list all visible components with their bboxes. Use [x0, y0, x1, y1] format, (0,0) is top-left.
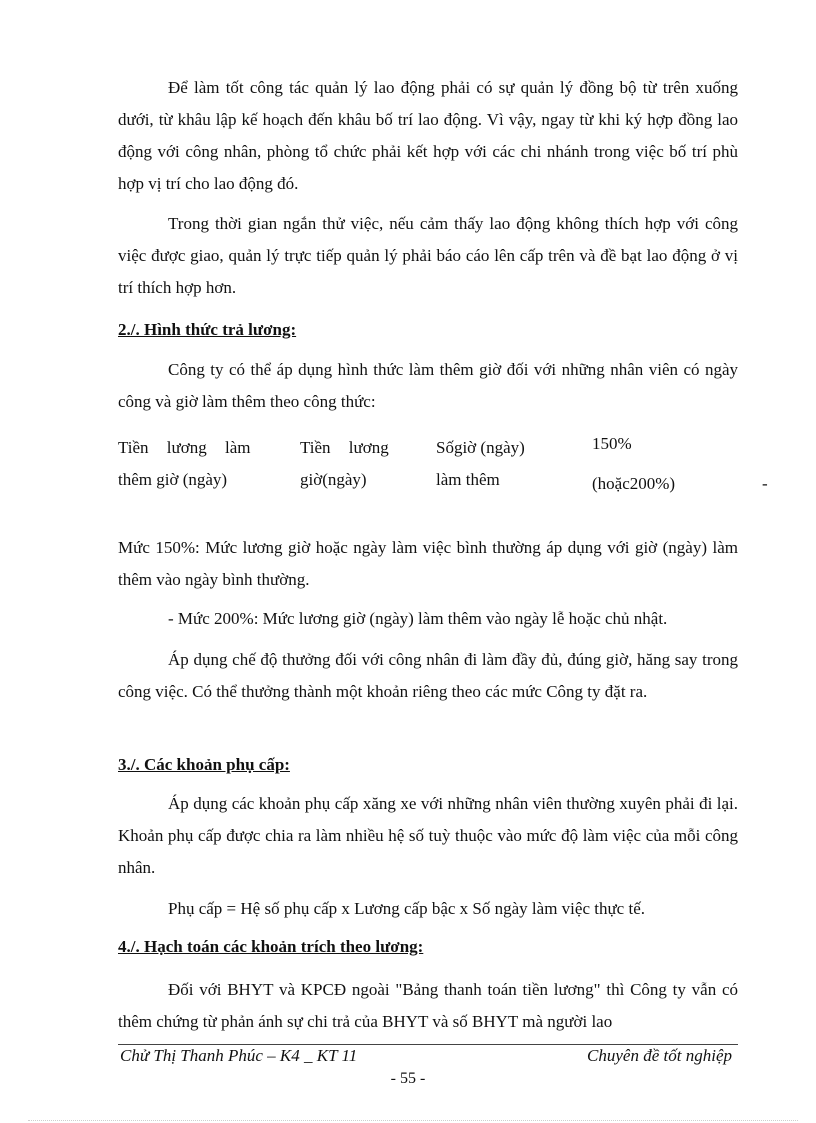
paragraph-allowances: Áp dụng các khoản phụ cấp xăng xe với những nhân viên thường xuyên phải đi lại. Khoản phụ cấp được chia ra làm nhiều hệ số tuỳ thuộc vào mức độ làm việc của mỗi công nhân.: [118, 794, 738, 877]
paragraph-insurance: Đối với BHYT và KPCĐ ngoài "Bảng thanh toán tiền lương" thì Công ty vẫn có thêm chứng từ phản ánh sự chi trả của BHYT và số BHYT mà người lao: [118, 980, 738, 1031]
formula-dash: -: [762, 474, 768, 493]
formula-hourly-wage-unit: giờ(ngày): [300, 470, 367, 489]
formula-overtime-pay-unit: thêm giờ (ngày): [118, 470, 228, 489]
formula-overtime-pay: Tiền lương làm: [118, 438, 251, 457]
heading-salary-deductions: 4./. Hạch toán các khoản trích theo lương:: [118, 937, 424, 956]
heading-allowances: 3./. Các khoản phụ cấp:: [118, 755, 290, 774]
paragraph-allowance-formula: Phụ cấp = Hệ số phụ cấp x Lương cấp bậc x Số ngày làm việc thực tế.: [168, 899, 645, 918]
paragraph-rate-150: Mức 150%: Mức lương giờ hoặc ngày làm việc bình thường áp dụng với giờ (ngày) làm thêm vào ngày bình thường.: [118, 538, 738, 589]
paragraph-bonus: Áp dụng chế độ thưởng đối với công nhân đi làm đầy đủ, đúng giờ, hăng say trong công việc. Có thể thưởng thành một khoản riêng theo các mức Công ty đặt ra.: [118, 650, 738, 701]
paragraph-overtime: Công ty có thể áp dụng hình thức làm thêm giờ đối với những nhân viên có ngày công và giờ làm thêm theo công thức:: [118, 360, 738, 411]
heading-salary-form: 2./. Hình thức trả lương:: [118, 320, 297, 339]
formula-hourly-wage: Tiền lương: [300, 438, 389, 457]
footer-divider: [118, 1044, 738, 1045]
formula-overtime-hours-label: làm thêm: [436, 470, 500, 489]
formula-rate: 150%: [592, 434, 632, 453]
paragraph-rate-200: - Mức 200%: Mức lương giờ (ngày) làm thêm vào ngày lễ hoặc chủ nhật.: [168, 609, 668, 628]
paragraph-probation: Trong thời gian ngắn thử việc, nếu cảm thấy lao động không thích hợp với công việc được giao, quản lý trực tiếp quản lý phải báo cáo lên cấp trên và đề bạt lao động ở vị trí thích hợp hơn.: [118, 214, 738, 297]
formula-rate-alt: (hoặc200%): [592, 474, 676, 493]
formula-overtime-hours: Sốgiờ (ngày): [436, 438, 525, 457]
paragraph-labor-management: Để làm tốt công tác quản lý lao động phải có sự quản lý đồng bộ từ trên xuống dưới, từ khâu lập kế hoạch đến khâu bố trí lao động. Vì vậy, ngay từ khi ký hợp đồng lao động với công nhân, phòng tổ chức phải kết hợp với các chi nhánh trong việc bố trí phù hợp vị trí cho lao động đó.: [118, 78, 738, 193]
footer-title: Chuyên đề tốt nghiệp: [587, 1046, 732, 1065]
page-boundary: [28, 1120, 798, 1121]
footer-author: Chử Thị Thanh Phúc – K4 _ KT 11: [120, 1046, 358, 1065]
page-number: - 55 -: [390, 1070, 426, 1087]
